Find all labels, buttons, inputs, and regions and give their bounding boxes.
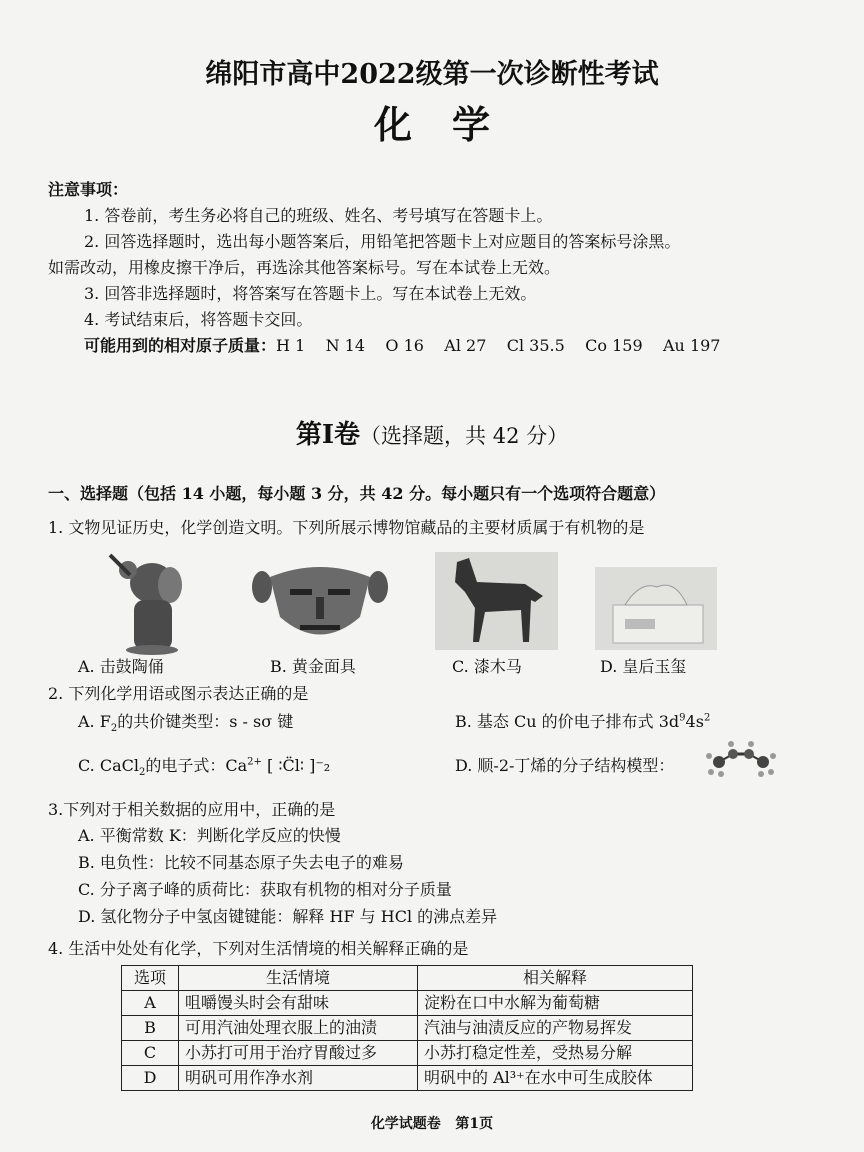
table-cell: D — [122, 1066, 179, 1091]
lacquer-horse-image — [435, 552, 558, 650]
table-header-cell: 选项 — [122, 966, 179, 991]
notice-item: 4. 考试结束后，将答题卡交回。 — [84, 310, 313, 329]
jade-seal-image — [595, 567, 717, 650]
table-cell: 明矾中的 Al³⁺在水中可生成胶体 — [418, 1066, 693, 1091]
q3-option-b: B. 电负性：比较不同基态原子失去电子的难易 — [78, 853, 404, 872]
table-cell: 小苏打可用于治疗胃酸过多 — [179, 1041, 418, 1066]
butene-model-icon — [705, 740, 777, 782]
q2-c-sup: 2+ — [247, 756, 262, 768]
q2-c-sub: 2 — [138, 767, 146, 779]
atomic-mass-label: 可能用到的相对原子质量： — [84, 336, 277, 355]
atomic-mass-line — [84, 336, 720, 356]
part-heading: 一、选择题（包括 14 小题，每小题 3 分，共 42 分。每小题只有一个选项符合题意） — [48, 484, 666, 503]
drummer-figurine-image — [100, 545, 195, 655]
q3-option-c: C. 分子离子峰的质荷比：获取有机物的相对分子质量 — [78, 880, 452, 899]
q2-option-c — [78, 756, 331, 779]
q2-option-d: D. 顺-2-丁烯的分子结构模型： — [455, 756, 675, 775]
notice-item: 如需改动，用橡皮擦干净后，再选涂其他答案标号。写在本试卷上无效。 — [48, 258, 561, 277]
q4-stem: 4. 生活中处处有化学，下列对生活情境的相关解释正确的是 — [48, 939, 469, 958]
q2-a-rest: 的共价键类型：s - sσ 键 — [117, 712, 294, 731]
table-cell: 明矾可用作净水剂 — [179, 1066, 418, 1091]
q2-c-tail: ⁻₂ — [315, 756, 331, 775]
table-cell: 汽油与油渍反应的产物易挥发 — [418, 1016, 693, 1041]
table-row — [122, 1016, 693, 1041]
q2-c-text: C. CaCl — [78, 756, 139, 775]
table-header-cell: 生活情境 — [179, 966, 418, 991]
table-row — [122, 1041, 693, 1066]
q2-stem: 2. 下列化学用语或图示表达正确的是 — [48, 684, 309, 703]
table-cell: C — [122, 1041, 179, 1066]
q2-b-text: B. 基态 Cu 的价电子排布式 3d — [455, 712, 680, 731]
q1-option-a: A. 击鼓陶俑 — [78, 657, 164, 676]
q1-option-b: B. 黄金面具 — [270, 657, 356, 676]
table-cell: B — [122, 1016, 179, 1041]
subject-title: 化学 — [373, 102, 530, 147]
table-row — [122, 1066, 693, 1091]
notice-item: 1. 答卷前，考生务必将自己的班级、姓名、考号填写在答题卡上。 — [84, 206, 553, 225]
q3-stem: 3.下列对于相关数据的应用中，正确的是 — [48, 800, 336, 819]
q2-b-sup2: 2 — [703, 712, 711, 724]
table-header-row — [122, 966, 693, 991]
notice-item: 3. 回答非选择题时，将答案写在答题卡上。写在本试卷上无效。 — [84, 284, 537, 303]
q2-c-mid: 的电子式：Ca — [145, 756, 248, 775]
q2-a-sub: 2 — [110, 723, 118, 735]
table-header-cell: 相关解释 — [418, 966, 693, 991]
table-row — [122, 991, 693, 1016]
atomic-mass-values: H 1 N 14 O 16 Al 27 Cl 35.5 Co 159 Au 197 — [276, 336, 721, 355]
table-cell: 淀粉在口中水解为葡萄糖 — [418, 991, 693, 1016]
table-cell: 可用汽油处理衣服上的油渍 — [179, 1016, 418, 1041]
q2-c-formula: [ ∶C̈l∶ ] — [267, 756, 316, 775]
q1-option-d: D. 皇后玉玺 — [600, 657, 687, 676]
q1-option-c: C. 漆木马 — [452, 657, 522, 676]
notice-item: 2. 回答选择题时，选出每小题答案后，用铅笔把答题卡上对应题目的答案标号涂黑。 — [84, 232, 681, 251]
table-cell: 咀嚼馒头时会有甜味 — [179, 991, 418, 1016]
table-cell: 小苏打稳定性差，受热易分解 — [418, 1041, 693, 1066]
table-cell: A — [122, 991, 179, 1016]
notice-heading: 注意事项： — [48, 180, 129, 199]
section-title-main: 第Ⅰ卷 — [295, 420, 361, 450]
q1-stem: 1. 文物见证历史，化学创造文明。下列所展示博物馆藏品的主要材质属于有机物的是 — [48, 518, 645, 537]
q2-b-mid: 4s — [685, 712, 704, 731]
q2-a-text: A. F — [78, 712, 111, 731]
q2-option-b — [455, 712, 710, 732]
exam-title: 绵阳市高中2022级第一次诊断性考试 — [205, 59, 659, 90]
q3-option-d: D. 氢化物分子中氢卤键键能：解释 HF 与 HCl 的沸点差异 — [78, 907, 498, 926]
section-title — [0, 418, 864, 453]
q2-b-sup1: 9 — [679, 712, 686, 724]
q2-option-a — [78, 712, 294, 735]
gold-mask-image — [250, 557, 390, 652]
page-footer: 化学试题卷 第1页 — [370, 1116, 494, 1132]
q3-option-a: A. 平衡常数 K：判断化学反应的快慢 — [78, 826, 341, 845]
q4-table — [121, 965, 693, 1091]
section-subtitle: （选择题，共 42 分） — [360, 424, 569, 448]
